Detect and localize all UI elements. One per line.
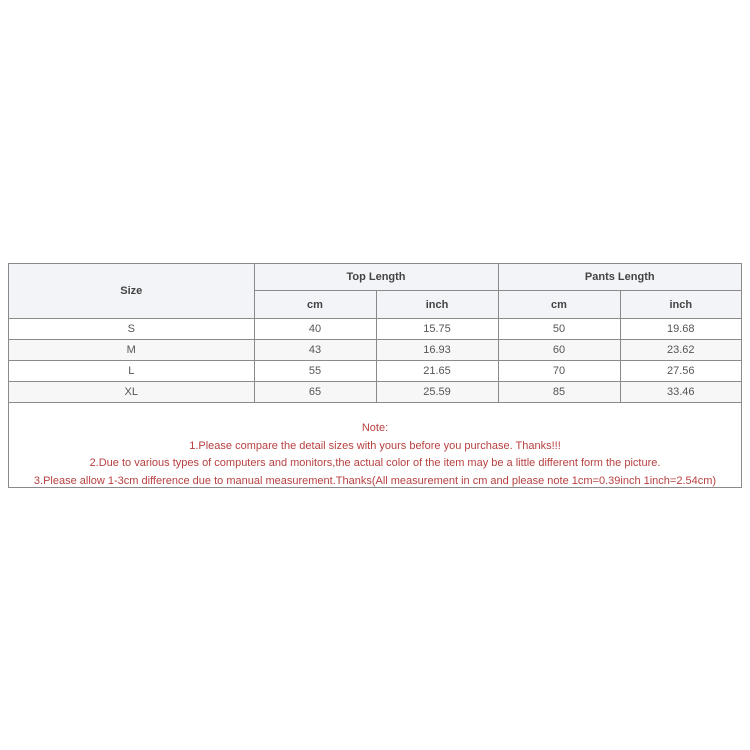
table-row: [9, 319, 741, 340]
top-cm-cell: 40: [254, 319, 376, 340]
top-inch-cell: 16.93: [376, 340, 498, 361]
top-cm-cell: 55: [254, 361, 376, 382]
pants-cm-header: cm: [498, 291, 620, 319]
top-inch-cell: 25.59: [376, 382, 498, 403]
note-line: 3.Please allow 1-3cm difference due to manual measurement.Thanks(All measurement in cm and please note 1cm=0.39inch 1inch=2.54cm): [33, 474, 717, 487]
pants-cm-cell: 70: [498, 361, 620, 382]
pants-inch-cell: 19.68: [620, 319, 741, 340]
size-header: Size: [9, 264, 254, 319]
pants-cm-cell: 85: [498, 382, 620, 403]
top-cm-header: cm: [254, 291, 376, 319]
top-inch-header: inch: [376, 291, 498, 319]
notes-section: [9, 403, 741, 490]
pants-inch-cell: 23.62: [620, 340, 741, 361]
table-row: [9, 382, 741, 403]
top-inch-cell: 21.65: [376, 361, 498, 382]
table-row: [9, 340, 741, 361]
pants-inch-cell: 27.56: [620, 361, 741, 382]
pants-length-header: Pants Length: [498, 264, 741, 291]
top-length-header: Top Length: [254, 264, 498, 291]
pants-inch-header: inch: [620, 291, 741, 319]
top-cm-cell: 43: [254, 340, 376, 361]
top-cm-cell: 65: [254, 382, 376, 403]
size-cell: S: [9, 319, 254, 340]
pants-cm-cell: 50: [498, 319, 620, 340]
table-row: [9, 361, 741, 382]
note-title: Note:: [361, 422, 389, 434]
note-line: 1.Please compare the detail sizes with yours before you purchase. Thanks!!!: [189, 439, 561, 452]
size-chart: [8, 263, 742, 488]
pants-inch-cell: 33.46: [620, 382, 741, 403]
size-cell: XL: [9, 382, 254, 403]
top-inch-cell: 15.75: [376, 319, 498, 340]
size-cell: L: [9, 361, 254, 382]
size-cell: M: [9, 340, 254, 361]
note-line: 2.Due to various types of computers and monitors,the actual color of the item may be a little different form the picture.: [89, 457, 661, 469]
table-header-row: [9, 264, 741, 291]
pants-cm-cell: 60: [498, 340, 620, 361]
size-table: [9, 264, 741, 403]
